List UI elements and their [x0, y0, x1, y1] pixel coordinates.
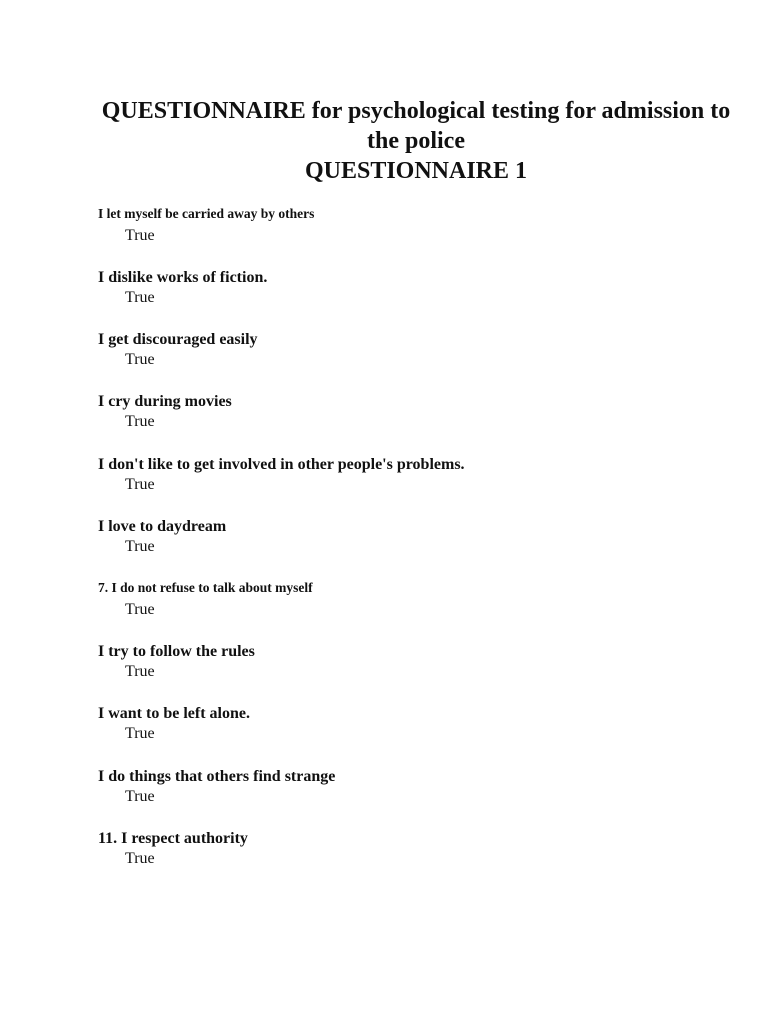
question-answer: True: [125, 788, 155, 805]
question-answer: True: [125, 413, 155, 430]
question-item: [98, 392, 738, 432]
question-text: I dislike works of fiction.: [98, 269, 268, 286]
question-text: I want to be left alone.: [98, 705, 250, 722]
question-text: I don't like to get involved in other people's problems.: [98, 456, 465, 473]
question-text: I try to follow the rules: [98, 643, 255, 660]
question-item: [98, 767, 738, 807]
title-block: [96, 96, 736, 186]
question-text: I love to daydream: [98, 518, 227, 535]
question-item: [98, 517, 738, 557]
question-text: I get discouraged easily: [98, 331, 258, 348]
question-item: [98, 642, 738, 682]
document-subtitle: QUESTIONNAIRE 1: [304, 158, 528, 184]
question-item: [98, 578, 738, 620]
question-answer: True: [125, 601, 155, 618]
question-item: [98, 829, 738, 869]
question-item: [98, 268, 738, 308]
question-answer: True: [125, 289, 155, 306]
question-text: 11. I respect authority: [98, 830, 248, 847]
question-answer: True: [125, 538, 155, 555]
question-text: I cry during movies: [98, 393, 232, 410]
question-answer: True: [125, 351, 155, 368]
question-text: I let myself be carried away by others: [98, 206, 315, 221]
question-answer: True: [125, 663, 155, 680]
question-item: [98, 455, 738, 495]
question-answer: True: [125, 725, 155, 742]
question-text: I do things that others find strange: [98, 768, 336, 785]
question-item: [98, 704, 738, 744]
question-item: [98, 330, 738, 370]
document-title: QUESTIONNAIRE for psychological testing for admission to the police: [101, 98, 731, 154]
question-answer: True: [125, 476, 155, 493]
question-item: [98, 204, 738, 246]
question-answer: True: [125, 227, 155, 244]
question-text: 7. I do not refuse to talk about myself: [98, 580, 313, 595]
question-answer: True: [125, 850, 155, 867]
